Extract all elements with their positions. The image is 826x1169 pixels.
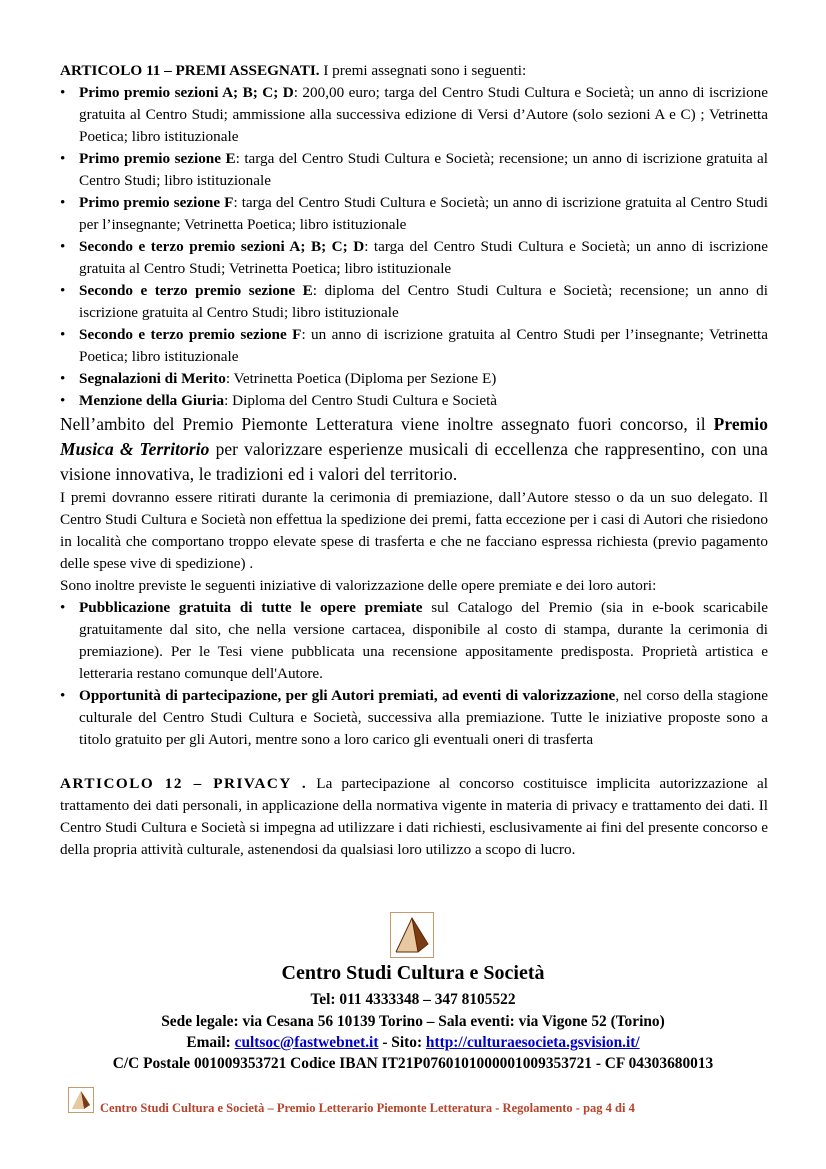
item-bold: Pubblicazione gratuita di tutte le opere premiate <box>79 599 423 616</box>
item-bold: Secondo e terzo premio sezione F <box>79 326 302 343</box>
list-item <box>60 597 768 685</box>
musica-paragraph <box>60 412 768 487</box>
item-bold: Opportunità di partecipazione, per gli Autori premiati, ad eventi di valorizzazione <box>79 687 616 704</box>
list-item <box>60 280 768 324</box>
item-bold: Primo premio sezioni A; B; C; D <box>79 84 294 101</box>
item-text: : targa del Centro Studi Cultura e Società; un anno di iscrizione gratuita al Centro Studi; Vetrinetta Poetica; libro istituzionale <box>79 238 768 277</box>
item-bold: Secondo e terzo premio sezione E <box>79 282 313 299</box>
musica-title: Musica & Territorio <box>60 439 210 459</box>
musica-post: per valorizzare esperienze musicali di eccellenza che rappresentino, con una visione innovativa, le tradizioni ed i valori del territorio. <box>60 439 768 484</box>
item-text: : targa del Centro Studi Cultura e Società; un anno di iscrizione gratuita al Centro Studi per l’insegnante; Vetrinetta Poetica; libro istituzionale <box>79 194 768 233</box>
art12-heading: ARTICOLO 12 – PRIVACY . <box>60 775 308 792</box>
item-text: : un anno di iscrizione gratuita al Centro Studi per l’insegnante; Vetrinetta Poetica; libro istituzionale <box>79 326 768 365</box>
item-text: : targa del Centro Studi Cultura e Società; recensione; un anno di iscrizione gratuita al Centro Studi; libro istituzionale <box>79 150 769 189</box>
sito-label: - Sito: <box>378 1034 426 1051</box>
footer-logo <box>68 1087 94 1113</box>
item-bold: Menzione della Giuria <box>79 392 225 409</box>
list-item <box>60 390 768 412</box>
email-link[interactable]: cultsoc@fastwebnet.it <box>234 1034 379 1051</box>
footer-conto: C/C Postale 001009353721 Codice IBAN IT21P0760101000001009353721 - CF 04303680013 <box>112 1055 714 1072</box>
list-item <box>60 192 768 236</box>
pyramid-logo-icon <box>390 912 434 958</box>
item-bold: Segnalazioni di Merito <box>79 370 226 387</box>
footer-sede: Sede legale: via Cesana 56 10139 Torino – Sala eventi: via Vigone 52 (Torino) <box>161 1013 665 1030</box>
art11-heading: ARTICOLO 11 – PREMI ASSEGNATI. <box>60 62 320 79</box>
item-text: : diploma del Centro Studi Cultura e Società; recensione; un anno di iscrizione gratuita al Centro Studi; libro istituzionale <box>79 282 768 321</box>
prize-list <box>60 82 768 412</box>
iniziative-list <box>60 597 768 751</box>
item-bold: Primo premio sezione F <box>79 194 234 211</box>
item-text: sul Catalogo del Premio (sia in e-book scaricabile gratuitamente dal sito, che nella versione cartacea, disponibile al costo di stampa, durante la cerimonia di premiazione). Per le Tesi viene pubblicata una recensione appositamente predisposta. Proprietà artistica e letteraria restano comunque dell'Autore. <box>79 599 768 682</box>
item-text: : Diploma del Centro Studi Cultura e Società <box>224 392 498 409</box>
ritiro-paragraph: I premi dovranno essere ritirati durante la cerimonia di premiazione, dall’Autore stesso o da un suo delegato. Il Centro Studi Cultura e Società non effettua la spedizione dei premi, fatta eccezione per i casi di Autori che risiedono in località che comportano troppo elevate spese di trasferta e che ne facciano espressa richiesta (previo pagamento delle spese vive di spedizione) . <box>60 489 768 572</box>
page-footer: Centro Studi Cultura e Società – Premio Letterario Piemonte Letteratura - Regolamento - pag 4 di 4 <box>100 1101 635 1115</box>
list-item <box>60 148 768 192</box>
item-bold: Primo premio sezione E <box>79 150 236 167</box>
art12-paragraph <box>60 773 768 861</box>
footer-org-name: Centro Studi Cultura e Società <box>281 962 545 984</box>
document-body <box>60 60 768 861</box>
art12-text: La partecipazione al concorso costituisce implicita autorizzazione al trattamento dei dati personali, in applicazione della normativa vigente in materia di privacy e trattamento dei dati. Il Centro Studi Cultura e Società si impegna ad utilizzare i dati richiesti, esclusivamente ai fini del presente concorso e della propria attività culturale, astenendosi da qualsiasi loro utilizzo a scopo di lucro. <box>60 775 768 858</box>
email-label: Email: <box>186 1034 235 1051</box>
pyramid-small-icon <box>68 1087 94 1113</box>
item-text: , nel corso della stagione culturale del Centro Studi Cultura e Società, successiva alla premiazione. Tutte le iniziative proposte sono a titolo gratuito per gli Autori, mentre sono a loro carico gli eventuali oneri di trasferta <box>79 687 769 748</box>
item-bold: Secondo e terzo premio sezioni A; B; C; D <box>79 238 365 255</box>
list-item <box>60 236 768 280</box>
footer-tel: Tel: 011 4333348 – 347 8105522 <box>310 991 516 1008</box>
list-item <box>60 324 768 368</box>
footer-contacts <box>0 1033 826 1053</box>
art11-intro-text: I premi assegnati sono i seguenti: <box>319 62 527 79</box>
musica-pre: Nell’ambito del Premio Piemonte Letteratura viene inoltre assegnato fuori concorso, il <box>60 414 714 434</box>
item-text: : Vetrinetta Poetica (Diploma per Sezione E) <box>225 370 497 387</box>
list-item <box>60 82 768 148</box>
list-item <box>60 685 768 751</box>
item-text: : 200,00 euro; targa del Centro Studi Cultura e Società; un anno di iscrizione gratuita al Centro Studi; ammissione alla successiva edizione di Versi d’Autore (solo sezioni A e C) ; Vetrinetta Poetica; libro istituzionale <box>79 84 768 145</box>
musica-premio: Premio <box>713 414 768 434</box>
list-item <box>60 368 768 390</box>
website-link[interactable]: http://culturaesocieta.gsvision.it/ <box>425 1034 640 1051</box>
iniziative-intro: Sono inoltre previste le seguenti iniziative di valorizzazione delle opere premiate e dei loro autori: <box>60 577 657 594</box>
art11-intro <box>60 60 768 82</box>
organization-logo <box>390 912 434 958</box>
